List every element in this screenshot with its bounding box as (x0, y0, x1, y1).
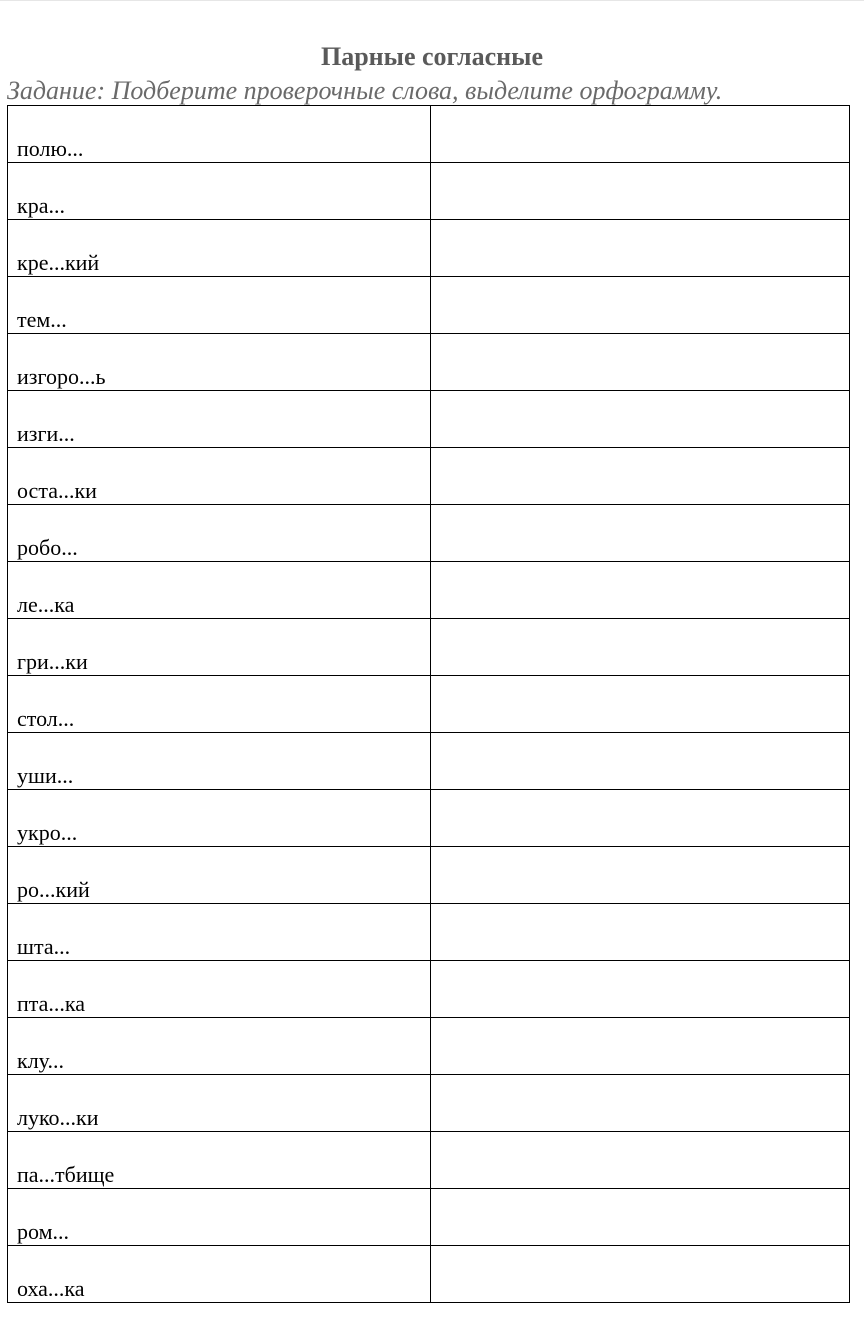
table-row (8, 1132, 850, 1189)
word-with-gap: оста...ки (17, 478, 97, 503)
word-cell (8, 1246, 431, 1303)
exercise-table (7, 105, 850, 1303)
page-title: Парные согласные (321, 42, 543, 71)
answer-cell[interactable] (431, 1075, 850, 1132)
answer-cell[interactable] (431, 163, 850, 220)
table-row (8, 847, 850, 904)
answer-cell[interactable] (431, 1246, 850, 1303)
answer-cell[interactable] (431, 961, 850, 1018)
table-row (8, 904, 850, 961)
word-cell (8, 619, 431, 676)
word-cell (8, 163, 431, 220)
word-cell (8, 448, 431, 505)
table-row (8, 1246, 850, 1303)
word-cell (8, 277, 431, 334)
answer-cell[interactable] (431, 448, 850, 505)
answer-cell[interactable] (431, 391, 850, 448)
answer-cell[interactable] (431, 1018, 850, 1075)
word-cell (8, 106, 431, 163)
answer-cell[interactable] (431, 106, 850, 163)
table-row (8, 106, 850, 163)
word-cell (8, 1189, 431, 1246)
table-row (8, 505, 850, 562)
word-with-gap: робо... (17, 535, 78, 560)
answer-cell[interactable] (431, 733, 850, 790)
answer-cell[interactable] (431, 1189, 850, 1246)
table-row (8, 220, 850, 277)
table-row (8, 961, 850, 1018)
table-row (8, 163, 850, 220)
answer-cell[interactable] (431, 220, 850, 277)
task-instruction: Задание: Подберите проверочные слова, выделите орфограмму. (7, 76, 723, 105)
word-with-gap: кра... (17, 193, 65, 218)
table-row (8, 733, 850, 790)
answer-cell[interactable] (431, 790, 850, 847)
word-cell (8, 562, 431, 619)
answer-cell[interactable] (431, 847, 850, 904)
table-row (8, 790, 850, 847)
word-cell (8, 334, 431, 391)
word-with-gap: стол... (17, 706, 75, 731)
word-with-gap: па...тбище (17, 1162, 115, 1187)
word-with-gap: пта...ка (17, 991, 86, 1016)
answer-cell[interactable] (431, 505, 850, 562)
word-with-gap: гри...ки (17, 649, 88, 674)
table-row (8, 391, 850, 448)
word-with-gap: кре...кий (17, 250, 100, 275)
word-cell (8, 676, 431, 733)
word-cell (8, 505, 431, 562)
word-cell (8, 904, 431, 961)
table-row (8, 1075, 850, 1132)
answer-cell[interactable] (431, 676, 850, 733)
word-with-gap: ро...кий (17, 877, 90, 902)
word-cell (8, 1132, 431, 1189)
word-cell (8, 790, 431, 847)
table-row (8, 1189, 850, 1246)
word-with-gap: тем... (17, 307, 67, 332)
word-with-gap: оха...ка (17, 1276, 85, 1301)
word-cell (8, 391, 431, 448)
word-with-gap: уши... (17, 763, 74, 788)
word-with-gap: изги... (17, 421, 75, 446)
answer-cell[interactable] (431, 904, 850, 961)
table-row (8, 448, 850, 505)
word-with-gap: укро... (17, 820, 78, 845)
word-cell (8, 961, 431, 1018)
answer-cell[interactable] (431, 334, 850, 391)
table-row (8, 676, 850, 733)
answer-cell[interactable] (431, 619, 850, 676)
word-with-gap: шта... (17, 934, 71, 959)
word-with-gap: ле...ка (17, 592, 75, 617)
word-with-gap: луко...ки (17, 1105, 99, 1130)
word-with-gap: клу... (17, 1048, 64, 1073)
answer-cell[interactable] (431, 562, 850, 619)
table-row (8, 619, 850, 676)
word-cell (8, 847, 431, 904)
answer-cell[interactable] (431, 1132, 850, 1189)
table-row (8, 562, 850, 619)
table-row (8, 277, 850, 334)
word-with-gap: полю... (17, 136, 84, 161)
page-top-edge (0, 0, 864, 1)
table-row (8, 1018, 850, 1075)
answer-cell[interactable] (431, 277, 850, 334)
word-cell (8, 1075, 431, 1132)
table-row (8, 334, 850, 391)
word-with-gap: ром... (17, 1219, 70, 1244)
word-cell (8, 733, 431, 790)
word-with-gap: изгоро...ь (17, 364, 106, 389)
word-cell (8, 1018, 431, 1075)
word-cell (8, 220, 431, 277)
